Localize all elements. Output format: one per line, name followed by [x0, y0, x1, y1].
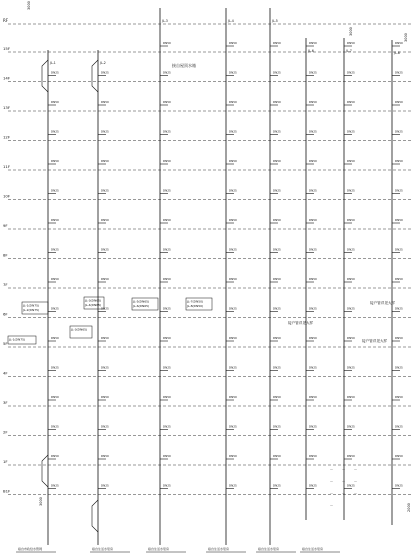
pipe-tag: DN50: [51, 277, 59, 281]
pipe-tag: DN25: [101, 129, 109, 134]
pipe-tag: DN25: [101, 365, 109, 370]
pipe-tag: DN50: [347, 277, 355, 281]
pipe-tag: DN25: [163, 424, 171, 429]
pipe-tag: DN50: [51, 336, 59, 340]
pipe-tag: DN50: [163, 159, 171, 163]
bottom-label: 接自生活水泵房: [302, 547, 324, 551]
pipe-tag: DN50: [347, 454, 355, 458]
pipe-tag: DN50: [51, 159, 59, 163]
floor-label: 11F: [3, 164, 11, 169]
pipe-tag: DN50: [273, 218, 281, 222]
pipe-tag: DN50: [273, 100, 281, 104]
pipe-tag: DN50: [347, 100, 355, 104]
pipe-tag: DN25: [51, 365, 59, 370]
pipe-tag: DN25: [309, 129, 317, 134]
pipe-tag: DN25: [395, 247, 403, 252]
pipe-tag: DN25: [273, 247, 281, 252]
roof-label: RF: [3, 18, 9, 23]
top-right-dimension: 3000: [349, 27, 353, 36]
pipe-tag: DN25: [347, 365, 355, 370]
bottom-label: 接自生活水泵房: [92, 547, 114, 551]
pipe-tag: DN50: [101, 277, 109, 281]
pipe-tag: DN25: [229, 365, 237, 370]
floor-label: 5F: [3, 341, 8, 346]
pipe-offset: [92, 500, 98, 532]
pipe-tag: DN50: [163, 336, 171, 340]
pipe-tag: DN25: [229, 424, 237, 429]
pipe-tag: DN25: [347, 129, 355, 134]
pipe-tag: DN25: [273, 483, 281, 488]
pipe-tag: DN50: [273, 41, 281, 45]
pipe-tag: DN25: [163, 365, 171, 370]
pipe-tag: DN50: [163, 41, 171, 45]
pipe-tag: DN50: [395, 336, 403, 340]
pipe-tag: DN25: [273, 306, 281, 311]
pipe-tag: DN25: [273, 129, 281, 134]
annotation-mark: —: [354, 491, 357, 495]
pipe-offset: [42, 455, 48, 487]
pipe-tag: DN50: [309, 218, 317, 222]
riser-tag: JL-4: [228, 19, 234, 23]
pipe-tag: DN50: [273, 159, 281, 163]
pipe-tag: DN50: [309, 41, 317, 45]
pipe-tag: DN25: [395, 129, 403, 134]
pipe-tag: DN50: [51, 395, 59, 399]
right-bottom-dimension: 2000: [407, 503, 411, 512]
pipe-tag: DN50: [395, 454, 403, 458]
zone-box-text: JL-7(DN50): [187, 299, 204, 304]
pipe-tag: DN25: [309, 424, 317, 429]
annotation-mark: —: [342, 479, 345, 483]
zone-box-text: JL-5(DN65): [133, 299, 150, 304]
pipe-tag: DN50: [395, 159, 403, 163]
pipe-tag: DN50: [309, 454, 317, 458]
pipe-tag: DN50: [309, 100, 317, 104]
riser-note-2: 接户管详见大样: [288, 321, 314, 325]
pipe-tag: DN50: [273, 454, 281, 458]
bottom-label: 接自生活水泵房: [148, 547, 170, 551]
pipe-tag: DN25: [347, 483, 355, 488]
pipe-tag: DN25: [347, 70, 355, 75]
annotation-mark: —: [330, 491, 333, 495]
pipe-tag: DN25: [163, 70, 171, 75]
pipe-tag: DN50: [273, 336, 281, 340]
floor-label: 3F: [3, 400, 8, 405]
zone-box-text: JL-8(DN50): [187, 304, 204, 308]
pipe-tag: DN50: [101, 336, 109, 340]
floor-label: B1F: [3, 488, 11, 494]
riser-tag: JL-1: [50, 61, 56, 65]
pipe-tag: DN50: [273, 277, 281, 281]
bottom-dimension: 3000: [39, 497, 43, 506]
annotation-mark: —: [330, 467, 333, 471]
pipe-tag: DN25: [395, 188, 403, 193]
pipe-tag: DN50: [229, 159, 237, 163]
pipe-tag: DN25: [309, 306, 317, 311]
bottom-label: 接自市政给水管网: [18, 547, 43, 551]
pipe-tag: DN25: [101, 247, 109, 252]
pipe-tag: DN50: [395, 277, 403, 281]
pipe-tag: DN25: [51, 424, 59, 429]
pipe-tag: DN50: [395, 100, 403, 104]
pipe-tag: DN25: [347, 188, 355, 193]
pipe-offset: [42, 60, 48, 92]
pipe-tag: DN50: [51, 100, 59, 104]
pipe-tag: DN50: [163, 277, 171, 281]
floor-label: 12F: [3, 134, 11, 140]
pipe-tag: DN25: [229, 247, 237, 252]
floor-label: 1F: [3, 459, 8, 464]
pipe-tag: DN50: [347, 336, 355, 340]
pipe-tag: DN50: [395, 395, 403, 399]
pipe-tag: DN50: [101, 395, 109, 399]
bottom-label: 接自生活水泵房: [208, 547, 230, 551]
pipe-tag: DN25: [273, 424, 281, 429]
floor-label: 8F: [3, 252, 8, 258]
pipe-tag: DN50: [229, 454, 237, 458]
floor-label: 13F: [3, 105, 11, 110]
riser-tag: JL-8: [394, 51, 400, 55]
pipe-tag: DN25: [309, 70, 317, 75]
pipe-tag: DN50: [309, 336, 317, 340]
pipe-tag: DN50: [309, 159, 317, 163]
pipe-tag: DN25: [163, 483, 171, 488]
pipe-tag: DN25: [347, 306, 355, 311]
pipe-tag: DN25: [395, 483, 403, 488]
pipe-tag: DN25: [163, 247, 171, 252]
roof-valve-note: 接自屋顶水箱: [172, 63, 196, 68]
pipe-tag: DN25: [309, 247, 317, 252]
pipe-tag: DN25: [51, 306, 59, 311]
annotation-mark: —: [330, 503, 333, 507]
riser-tag: JL-6: [308, 49, 314, 53]
pipe-tag: DN50: [347, 159, 355, 163]
pipe-tag: DN25: [101, 424, 109, 429]
pipe-tag: DN50: [101, 454, 109, 458]
pipe-tag: DN50: [229, 100, 237, 104]
pipe-tag: DN25: [347, 247, 355, 252]
pipe-tag: DN25: [229, 306, 237, 311]
pipe-tag: DN50: [273, 395, 281, 399]
pipe-tag: DN25: [273, 70, 281, 75]
floor-label: 15F: [3, 46, 11, 51]
pipe-tag: DN25: [395, 365, 403, 370]
pipe-tag: DN50: [51, 454, 59, 458]
pipe-tag: DN50: [163, 100, 171, 104]
zone-box-text: JL-3(DN65): [85, 298, 102, 303]
pipe-tag: DN50: [395, 218, 403, 222]
pipe-tag: DN25: [101, 188, 109, 193]
pipe-tag: DN50: [347, 218, 355, 222]
pipe-tag: DN50: [229, 41, 237, 45]
zone-box-text: JL-6(DN65): [133, 304, 150, 308]
pipe-tag: DN50: [101, 100, 109, 104]
pipe-tag: DN50: [229, 395, 237, 399]
pipe-tag: DN50: [229, 277, 237, 281]
top-dimension: 3000: [27, 1, 31, 10]
pipe-tag: DN25: [309, 188, 317, 193]
annotation-mark: —: [354, 467, 357, 471]
floor-label: 4F: [3, 370, 8, 376]
pipe-tag: DN50: [229, 218, 237, 222]
riser-note-1: 接户管详见大样: [370, 301, 396, 305]
pipe-tag: DN25: [347, 424, 355, 429]
pipe-tag: DN50: [163, 454, 171, 458]
floor-label: 6F: [3, 311, 8, 317]
zone-box-text: JL-2(DN75): [23, 308, 40, 312]
pipe-tag: DN25: [229, 70, 237, 75]
pipe-tag: DN25: [309, 365, 317, 370]
riser-tag: JL-7: [346, 49, 352, 53]
pipe-tag: DN25: [395, 70, 403, 75]
pipe-tag: DN25: [309, 483, 317, 488]
pipe-tag: DN50: [101, 159, 109, 163]
pipe-tag: DN50: [51, 218, 59, 222]
zone-box-text: JL-1(DN75): [23, 303, 40, 308]
pipe-tag: DN25: [101, 483, 109, 488]
pipe-tag: DN25: [395, 424, 403, 429]
pipe-tag: DN50: [309, 395, 317, 399]
annotation-mark: —: [354, 479, 357, 483]
riser-note-3: 接户管详见大样: [362, 339, 388, 343]
pipe-tag: DN50: [347, 395, 355, 399]
pipe-tag: DN50: [395, 41, 403, 45]
pipe-tag: DN50: [309, 277, 317, 281]
floor-label: 2F: [3, 429, 8, 435]
annotation-mark: —: [330, 479, 333, 483]
floor-label: 14F: [3, 75, 11, 81]
floor-label: 10F: [3, 193, 11, 199]
pipe-tag: DN50: [163, 218, 171, 222]
pipe-tag: DN50: [163, 395, 171, 399]
pipe-tag: DN25: [101, 306, 109, 311]
pipe-tag: DN25: [273, 188, 281, 193]
annotation-mark: —: [342, 491, 345, 495]
annotation-mark: —: [342, 467, 345, 471]
zone-box-text: JL-4(DN65): [85, 303, 102, 307]
zone-box-text: JL-3(DN65): [71, 327, 88, 332]
zone-boxes: [8, 297, 212, 344]
riser-tag: JL-3: [162, 19, 168, 23]
bottom-label: 接自生活水泵房: [258, 547, 280, 551]
pipe-tag: DN25: [163, 306, 171, 311]
pipe-tag: DN25: [51, 247, 59, 252]
pipe-tag: DN25: [229, 188, 237, 193]
riser-tag: JL-2: [100, 61, 106, 65]
pipe-tag: DN25: [273, 365, 281, 370]
pipe-tag: DN50: [347, 41, 355, 45]
floor-label: 7F: [3, 282, 8, 287]
floor-label: 9F: [3, 223, 8, 228]
pipe-tag: DN25: [229, 483, 237, 488]
pipe-tag: DN25: [395, 306, 403, 311]
pipe-tag: DN50: [229, 336, 237, 340]
pipe-tag: DN25: [51, 70, 59, 75]
pipe-tag: DN50: [101, 218, 109, 222]
pipe-tag: DN25: [51, 129, 59, 134]
pipe-tag: DN25: [163, 129, 171, 134]
pipe-tag: DN25: [101, 70, 109, 75]
floor-labels: [3, 46, 10, 494]
pipe-offset: [92, 60, 98, 92]
pipe-tag: DN25: [51, 483, 59, 488]
pipe-tag: DN25: [51, 188, 59, 193]
pipe-tag: DN25: [163, 188, 171, 193]
zone-box-text: JL-1(DN75): [9, 337, 26, 342]
right-dimension: 3000: [404, 33, 408, 42]
riser-tag: JL-5: [272, 19, 278, 23]
pipe-tag: DN25: [229, 129, 237, 134]
